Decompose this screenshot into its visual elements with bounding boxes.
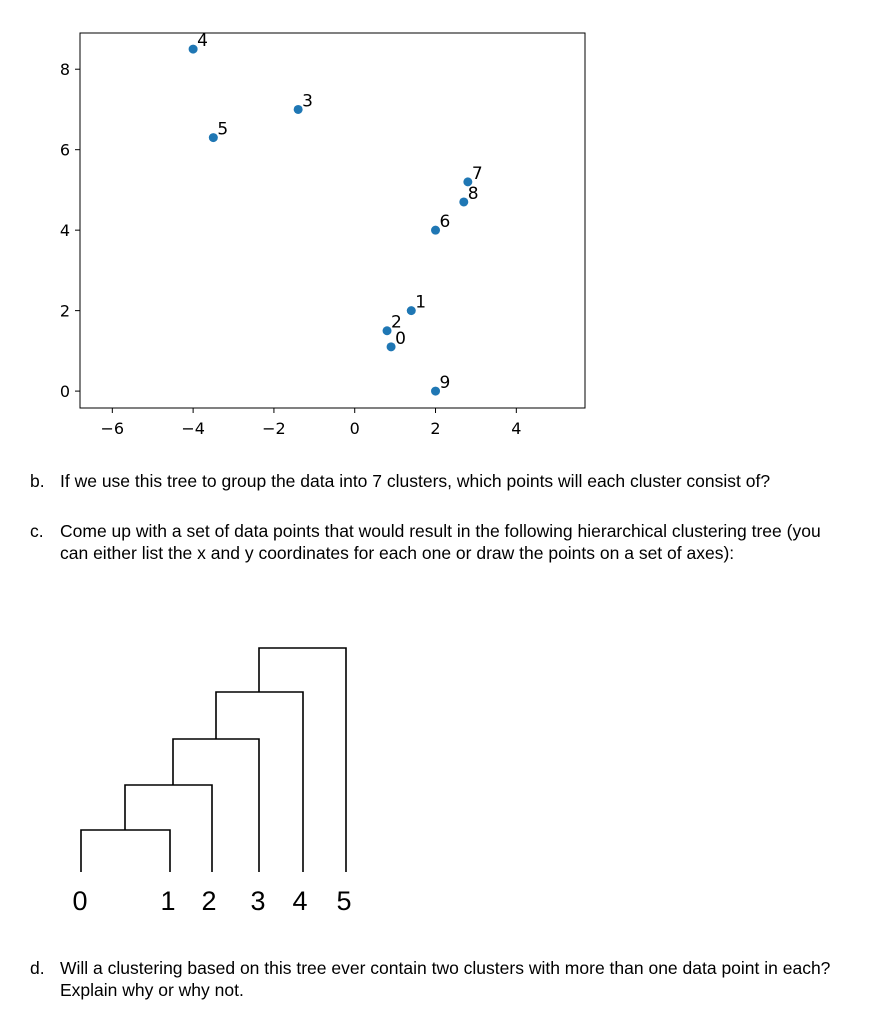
- question-d-text: Will a clustering based on this tree ever contain two clusters with more than one data point in each? Explain why or why not.: [60, 958, 831, 1000]
- plot-frame: [80, 33, 585, 408]
- x-tick-label: −2: [262, 419, 286, 438]
- dendrogram-leaf-5: 5: [336, 886, 352, 916]
- scatter-point-label-6: 6: [439, 212, 451, 233]
- x-tick-label: −6: [100, 419, 125, 438]
- y-tick-label: 8: [59, 60, 70, 80]
- scatter-point-label-5: 5: [217, 119, 229, 140]
- question-c: [30, 520, 850, 564]
- x-tick-label: 2: [430, 419, 441, 438]
- dendrogram-leaf-4: 4: [292, 886, 308, 916]
- scatter-point-label-1: 1: [415, 292, 427, 313]
- x-tick-label: 4: [511, 419, 522, 438]
- dendrogram-leaf-labels: [72, 886, 351, 916]
- question-c-text: Come up with a set of data points that would result in the following hierarchical clustering tree (you can either list the x and y coordinates for each one or draw the points on a set of axes):: [60, 521, 821, 563]
- dendrogram-branches: [81, 648, 346, 872]
- y-axis-ticks: [60, 60, 80, 401]
- scatter-point-label-0: 0: [395, 328, 406, 349]
- dendrogram-merge-0123-4: [216, 692, 303, 872]
- scatter-point-label-3: 3: [302, 91, 313, 112]
- question-b-text: If we use this tree to group the data into 7 clusters, which points will each cluster consist of?: [60, 471, 771, 491]
- scatter-points: [189, 31, 483, 396]
- question-d-letter: d.: [30, 958, 45, 978]
- dendrogram-leaf-0: 0: [72, 886, 88, 916]
- y-tick-label: 0: [59, 382, 70, 402]
- scatter-point-label-9: 9: [439, 373, 451, 394]
- question-c-letter: c.: [30, 521, 44, 541]
- x-tick-label: 0: [349, 419, 360, 438]
- x-axis-ticks: [101, 408, 522, 438]
- y-tick-label: 4: [59, 221, 70, 241]
- y-tick-label: 6: [59, 140, 70, 160]
- scatter-point-label-2: 2: [391, 312, 402, 333]
- question-b: [30, 470, 850, 492]
- y-tick-label: 2: [59, 301, 70, 321]
- dendrogram-leaf-3: 3: [250, 886, 266, 916]
- scatter-point-label-4: 4: [197, 31, 208, 52]
- dendrogram-merge-01234-5: [259, 648, 346, 872]
- dendrogram-merge-0-1: [81, 830, 170, 872]
- scatter-plot: [0, 0, 885, 460]
- scatter-point-label-7: 7: [471, 163, 483, 184]
- dendrogram-leaf-1: 1: [160, 886, 176, 916]
- scatter-point-label-8: 8: [467, 183, 479, 204]
- dendrogram-merge-01-2: [125, 785, 212, 872]
- question-d: [30, 957, 850, 1001]
- dendrogram-merge-012-3: [173, 739, 259, 872]
- question-b-letter: b.: [30, 471, 45, 491]
- dendrogram-leaf-2: 2: [201, 886, 217, 916]
- x-tick-label: −4: [181, 419, 205, 438]
